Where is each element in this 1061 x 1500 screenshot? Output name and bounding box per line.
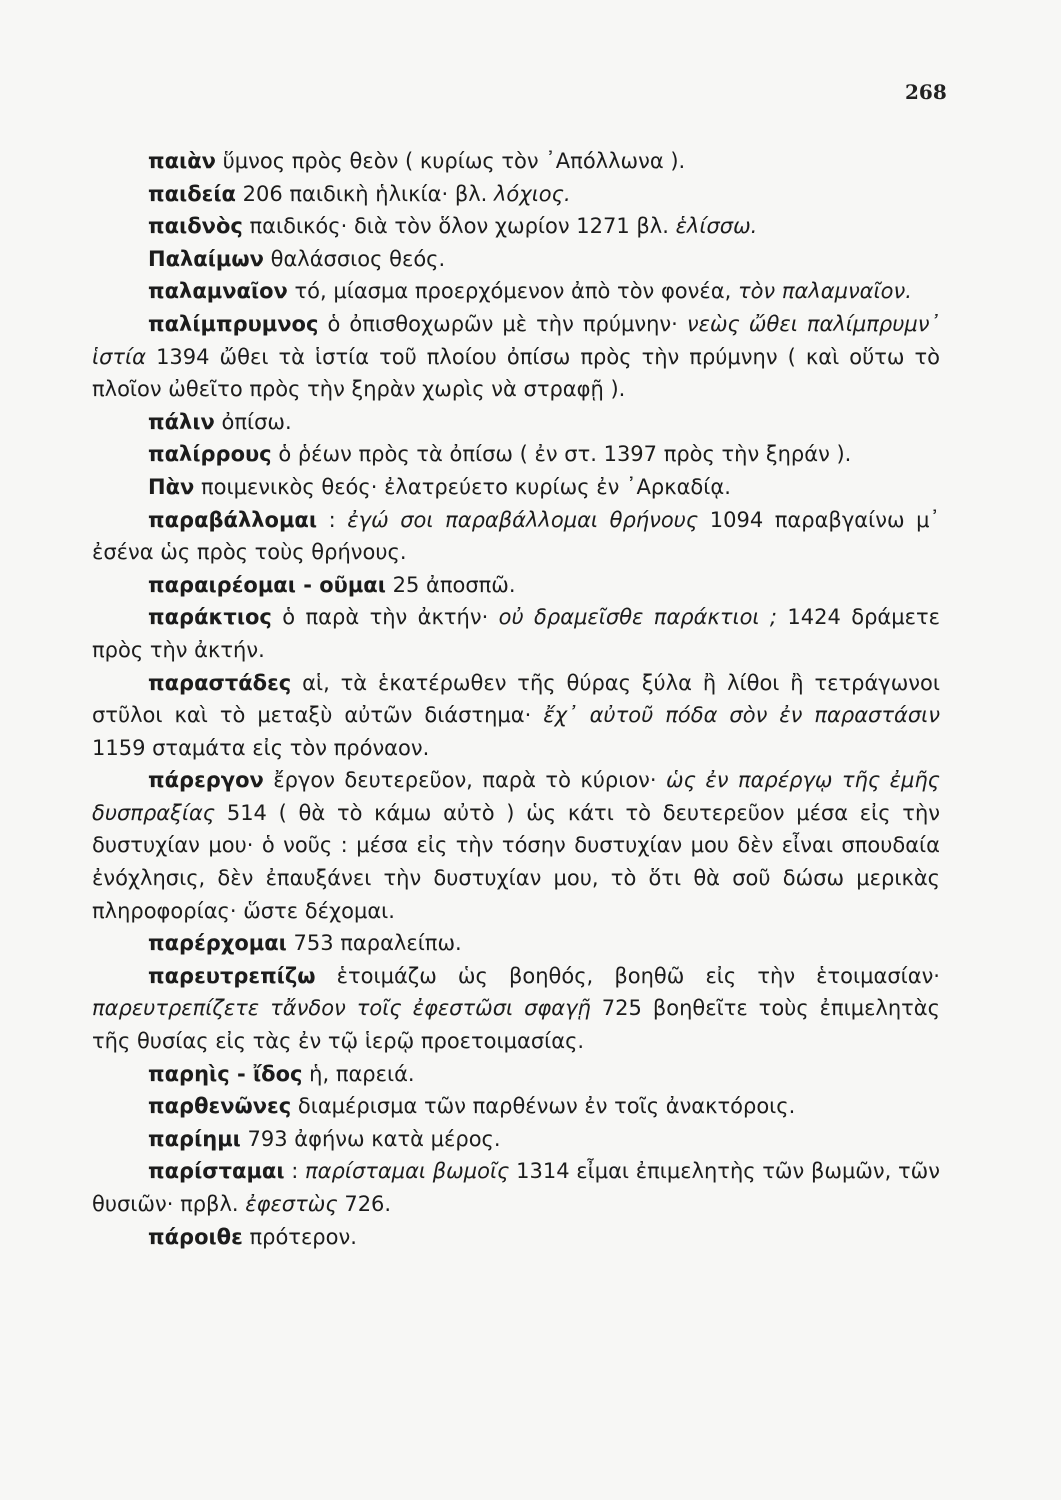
glossary-entry <box>92 275 940 308</box>
glossary-entry <box>92 504 940 569</box>
entry-headword: παρηὶς - ἴδος <box>148 1061 303 1086</box>
entry-headword: παραιρέομαι - οῦμαι <box>148 572 386 597</box>
entry-text: πρότερον. <box>242 1224 357 1249</box>
entry-text: θαλάσσιος θεός. <box>263 246 446 271</box>
glossary-entry <box>92 178 940 211</box>
entry-headword: πάλιν <box>148 409 215 434</box>
glossary-entry <box>92 1058 940 1091</box>
glossary-entry <box>92 569 940 602</box>
entry-headword: παλαμναῖον <box>148 279 288 304</box>
page-number: 268 <box>905 80 947 104</box>
entry-text: ἑτοιμάζω ὡς βοηθός, βοηθῶ εἰς τὴν ἑτοιμασίαν· <box>315 963 940 988</box>
entry-headword: παλίμπρυμνος <box>148 311 319 336</box>
entry-headword: παρίημι <box>148 1126 241 1151</box>
glossary-entry <box>92 764 940 927</box>
entry-quote: ἔχ᾽ αὐτοῦ πόδα σὸν ἐν παραστάσιν <box>543 703 940 728</box>
entry-headword: Παλαίμων <box>148 246 264 271</box>
entry-text: ποιμενικὸς θεός· ἐλατρεύετο κυρίως ἐν ᾽Αρκαδίᾳ. <box>194 474 731 499</box>
entry-quote: λόχιος. <box>494 181 571 206</box>
glossary-entry <box>92 406 940 439</box>
entry-headword: παράκτιος <box>148 605 272 630</box>
glossary-entry <box>92 1123 940 1156</box>
entry-headword: παρευτρεπίζω <box>148 963 316 988</box>
entry-text: ὁ ῥέων πρὸς τὰ ὀπίσω ( ἐν στ. 1397 πρὸς τὴν ξηράν ). <box>271 442 852 467</box>
entry-text: τό, μίασμα προερχόμενον ἀπὸ τὸν φονέα, <box>287 279 738 304</box>
entry-text: διαμέρισμα τῶν παρθένων ἐν τοῖς ἀνακτόροις. <box>291 1094 796 1119</box>
glossary-entry <box>92 927 940 960</box>
glossary-entry <box>92 601 940 666</box>
entry-headword: Πὰν <box>148 474 195 499</box>
entry-headword: παρίσταμαι <box>148 1159 285 1184</box>
glossary-entry <box>92 1155 940 1220</box>
entry-quote: ἐγώ σοι παραβάλλομαι θρήνους <box>347 507 699 532</box>
entry-quote: ἑλίσσω. <box>675 214 758 239</box>
glossary-entry <box>92 960 940 1058</box>
entry-headword: παλίρρους <box>148 442 272 467</box>
entry-text-tail: 1394 ὤθει τὰ ἱστία τοῦ πλοίου ὀπίσω πρὸς τὴν πρύμνην ( καὶ οὕτω τὸ πλοῖον ὠθεῖτο πρὸς τὴν ξηρὰν χωρὶς νὰ στραφῇ ). <box>92 344 940 402</box>
entry-text: 206 παιδικὴ ἡλικία· βλ. <box>235 181 494 206</box>
glossary-entry <box>92 1221 940 1254</box>
glossary-entry <box>92 243 940 276</box>
entry-text-tail: 514 ( θὰ τὸ κάμω αὐτὸ ) ὡς κάτι τὸ δευτερεῦον μέσα εἰς τὴν δυστυχίαν μου· ὁ νοῦς : μέσα εἰς τὴν τόσην δυστυχίαν μου δὲν εἶναι σπουδαία ἐνόχλησις, δὲν ἐπαυξάνει τὴν δυστυχίαν μου, τὸ ὅτι θὰ σοῦ δώσω μερικὰς πληροφορίας· ὥστε δέχομαι. <box>92 800 940 923</box>
entry-text: ἡ, παρειά. <box>302 1061 415 1086</box>
glossary-entry <box>92 210 940 243</box>
entry-quote: παρίσταμαι βωμοῖς <box>305 1159 510 1184</box>
entry-quote: παρευτρεπίζετε τἄνδον τοῖς ἐφεστῶσι σφαγῇ <box>92 996 591 1021</box>
entry-text: ὁ παρὰ τὴν ἀκτήν· <box>271 605 499 630</box>
entry-quote: νεὼς ὤθει παλίμπρυμν᾽ ἱστία <box>92 311 940 369</box>
entry-headword: πάρεργον <box>148 768 264 793</box>
entry-text: αἱ, τὰ ἑκατέρωθεν τῆς θύρας ξύλα ἢ λίθοι ἢ τετράγωνοι στῦλοι καὶ τὸ μεταξὺ αὐτῶν διάστημα· <box>92 670 940 728</box>
entry-text: 793 ἀφήνω κατὰ μέρος. <box>240 1126 501 1151</box>
entry-text: ὕμνος πρὸς θεὸν ( κυρίως τὸν ᾽Απόλλωνα ). <box>215 149 686 173</box>
entry-quote: οὐ δραμεῖσθε παράκτιοι ; <box>498 605 778 630</box>
entry-text-tail: 1159 σταμάτα εἰς τὸν πρόναον. <box>92 735 430 760</box>
glossary-entries <box>92 145 940 1253</box>
entry-headword: παιδεία <box>148 181 236 206</box>
glossary-entry <box>92 667 940 765</box>
glossary-entry <box>92 438 940 471</box>
entry-headword: παρέρχομαι <box>148 931 287 956</box>
entry-text-tail: 1424 δράμετε πρὸς τὴν ἀκτήν. <box>92 605 940 662</box>
entry-text-tail: 1314 εἶμαι ἐπιμελητὴς τῶν βωμῶν, τῶν θυσιῶν· πρβλ. <box>92 1159 940 1216</box>
entry-text: ἔργον δευτερεῦον, παρὰ τὸ κύριον· <box>263 768 667 793</box>
entry-text: 25 ἀποσπῶ. <box>385 572 516 597</box>
entry-text: ὀπίσω. <box>214 409 292 434</box>
entry-text: 753 παραλείπω. <box>286 931 462 956</box>
entry-text: ὁ ὀπισθοχωρῶν μὲ τὴν πρύμνην· <box>318 311 687 336</box>
glossary-entry <box>92 145 940 178</box>
entry-quote-2: ἐφεστὼς <box>245 1192 338 1216</box>
glossary-entry <box>92 471 940 504</box>
entry-text: παιδικός· διὰ τὸν ὅλον χωρίον 1271 βλ. <box>242 214 676 239</box>
entry-text-tail: 1094 παραβγαίνω μ᾽ ἐσένα ὡς πρὸς τοὺς θρήνους. <box>92 507 940 565</box>
glossary-entry <box>92 1090 940 1123</box>
entry-headword: πάροιθε <box>148 1224 243 1249</box>
entry-headword: παραβάλλομαι <box>148 507 318 532</box>
entry-text-tail-2: 726. <box>337 1192 392 1216</box>
entry-headword: παιδνὸς <box>148 214 243 239</box>
entry-headword: παρθενῶνες <box>148 1094 292 1119</box>
entry-text: : <box>317 507 348 532</box>
entry-headword: παιὰν <box>148 149 216 173</box>
entry-text: : <box>284 1159 306 1184</box>
entry-text-tail: 725 βοηθεῖτε τοὺς ἐπιμελητὰς τῆς θυσίας εἰς τὰς ἐν τῷ ἱερῷ προετοιμασίας. <box>92 996 940 1054</box>
entry-quote: τὸν παλαμναῖον. <box>737 279 912 304</box>
glossary-entry <box>92 308 940 406</box>
entry-quote: ὡς ἐν παρέργῳ τῆς ἐμῆς δυσπραξίας <box>92 768 940 825</box>
entry-headword: παραστάδες <box>148 670 292 695</box>
